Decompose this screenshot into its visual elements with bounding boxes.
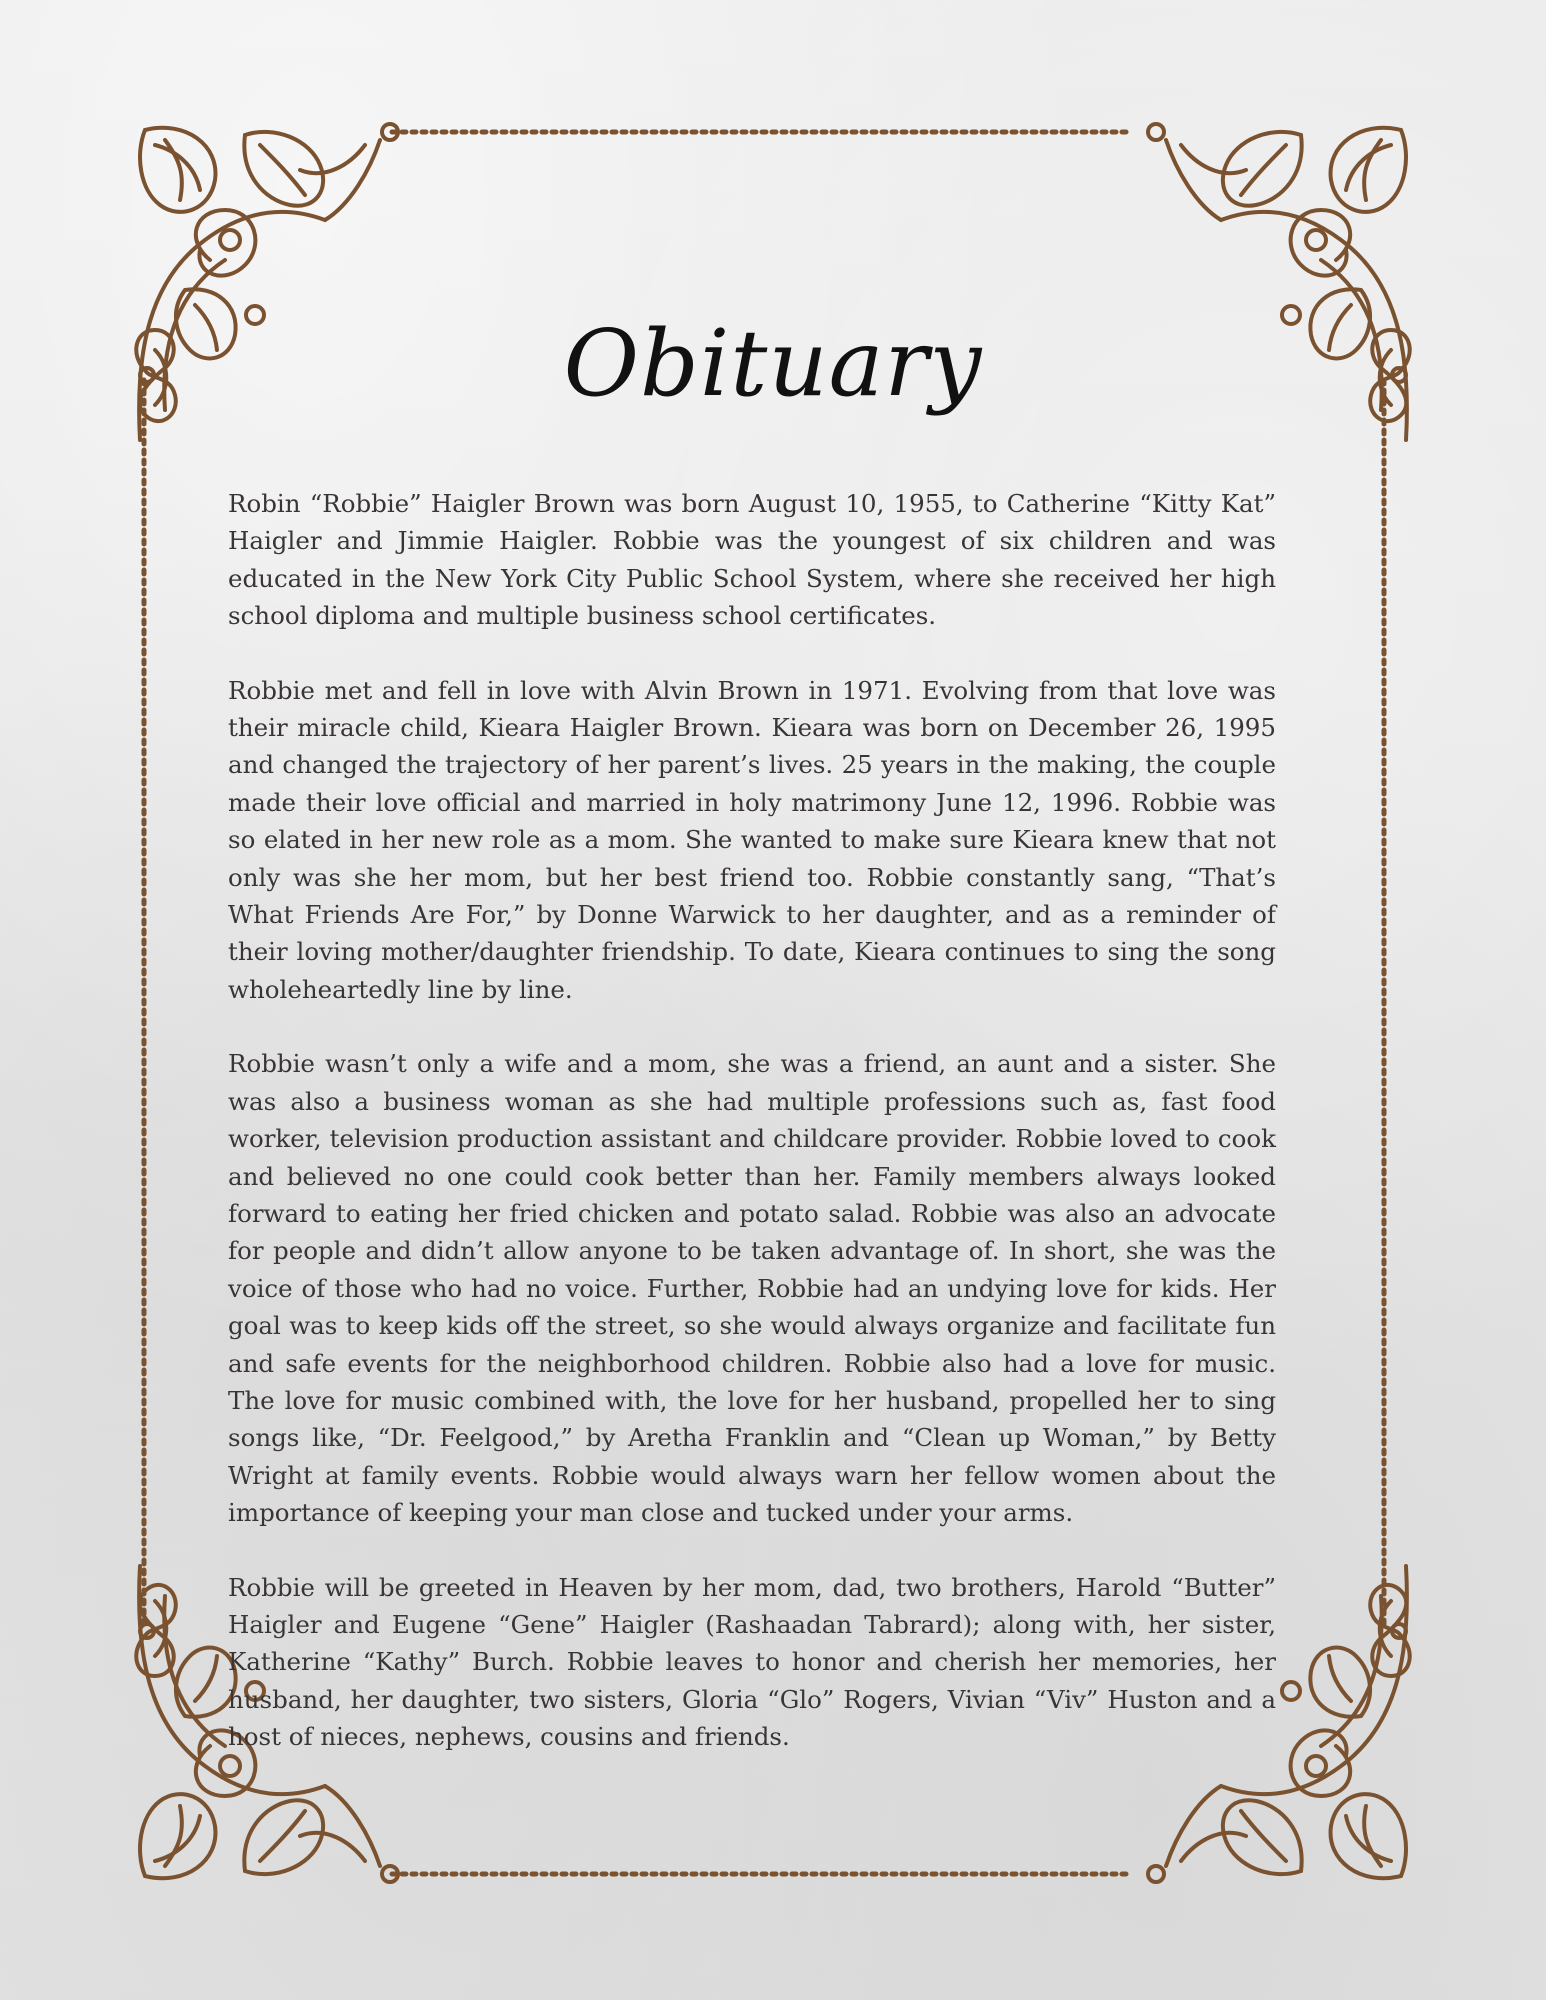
paragraph-life: Robbie wasn’t only a wife and a mom, she was a friend, an aunt and a sister. She was also a business woman as she had multiple professions such as, fast food worker, television production assistant and childcare provider. Robbie loved to cook and believed no one could cook better than her. Family members always looked forward to eating her fried chicken and potato salad. Robbie was also an advocate for people and didn’t allow anyone to be taken advantage of. In short, she was the voice of those who had no voice. Further, Robbie had an undying love for kids. Her goal was to keep kids off the street, so she would always organize and facilitate fun and safe events for the neighborhood children. Robbie also had a love for music. The love for music combined with, the love for her husband, propelled her to sing songs like, “Dr. Feelgood,” by Aretha Franklin and “Clean up Woman,” by Betty Wright at family events. Robbie would always warn her fellow women about the importance of keeping your man close and tucked under your arms. <box>228 1049 1276 1528</box>
obituary-body <box>228 485 1276 1793</box>
page-title: Obituary <box>563 310 983 417</box>
paragraph-survivors: Robbie will be greeted in Heaven by her mom, dad, two brothers, Harold “Butter” Haigler and Eugene “Gene” Haigler (Rashaadan Tabrard); along with, her sister, Katherine “Kathy” Burch. Robbie leaves to honor and cherish her memories, her husband, her daughter, two sisters, Gloria “Glo” Rogers, Vivian “Viv” Huston and a host of nieces, nephews, cousins and friends. <box>228 1572 1276 1752</box>
paragraph-birth: Robin “Robbie” Haigler Brown was born August 10, 1955, to Catherine “Kitty Kat” Haigler and Jimmie Haigler. Robbie was the youngest of six children and was educated in the New York City Public School System, where she received her high school diploma and multiple business school certificates. <box>228 489 1276 631</box>
paragraph-family: Robbie met and fell in love with Alvin Brown in 1971. Evolving from that love was their miracle child, Kieara Haigler Brown. Kieara was born on December 26, 1995 and changed the trajectory of her parent’s lives. 25 years in the making, the couple made their love official and married in holy matrimony June 12, 1996. Robbie was so elated in her new role as a mom. She wanted to make sure Kieara knew that not only was she her mom, but her best friend too. Robbie constantly sang, “That’s What Friends Are For,” by Donne Warwick to her daughter, and as a reminder of their loving mother/daughter friendship. To date, Kieara continues to sing the song wholeheartedly line by line. <box>228 675 1276 1004</box>
